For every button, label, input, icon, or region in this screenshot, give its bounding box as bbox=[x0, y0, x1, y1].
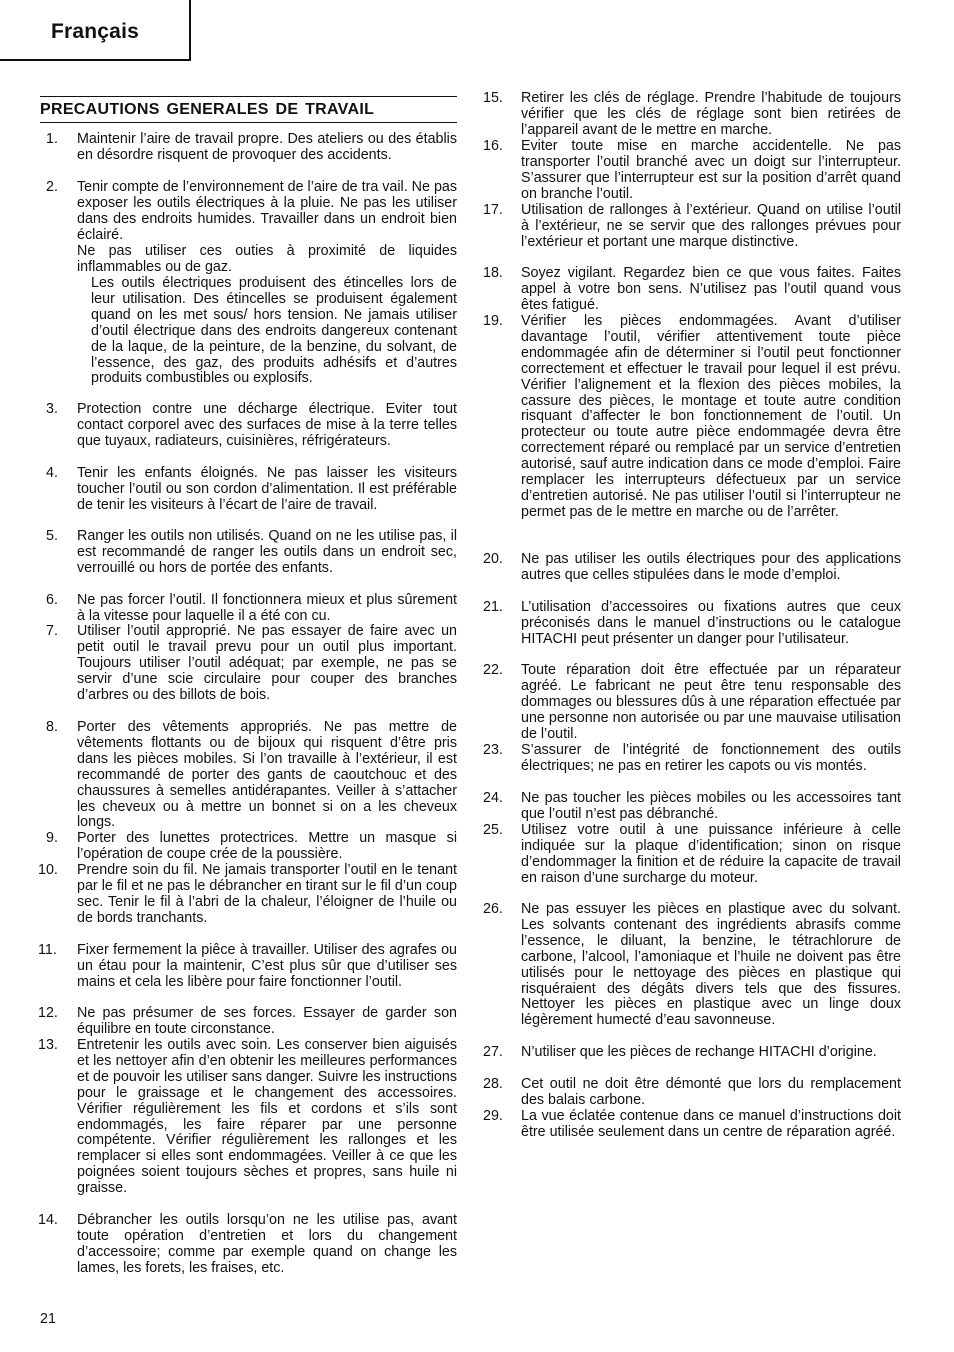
item-text: Maintenir l’aire de travail propre. Des ateliers ou des établis en désordre risquent de provoquer des accidents. bbox=[77, 131, 457, 163]
item-text: L’utilisation d’accessoires ou fixations autres que ceux préconisés dans le manuel d’instructions ou le catalogue HITACHI peut présenter un danger pour l’utilisateur. bbox=[521, 599, 901, 647]
page-number: 21 bbox=[40, 1311, 56, 1327]
item-text: Utilisez votre outil à une puissance inférieure à celle indiquée sur la plaque d’identification; sinon on risque d’endommager la finition et de réduire la capacite de travail en raison d’une surcharge du moteur. bbox=[521, 822, 901, 886]
item-text: S’assurer de l’intégrité de fonctionnement des outils électriques; ne pas en retirer les capots ou vis montés. bbox=[521, 742, 901, 774]
item-text: Retirer les clés de réglage. Prendre l’habitude de toujours vérifier que les clés de réglage sont bien retirées de l’appareil avant de le mettre en marche. bbox=[521, 90, 901, 138]
item-number: 10. bbox=[38, 862, 58, 878]
item-text: Ne pas présumer de ses forces. Essayer de garder son équilibre en toute circonstance. bbox=[77, 1005, 457, 1037]
item-text: Porter des vêtements appropriés. Ne pas mettre de vêtements flottants ou de bijoux qui risquent d’être pris dans les pièces mobiles. Si l’on travaille à l’extérieur, il est recommandé de porter des gants de caoutchouc et des chaussures à semelles antidérapantes. Veiller à s’attacher les cheveux ou à mettre un bonnet si on a les cheveux longs. bbox=[77, 719, 457, 831]
item-text: Ranger les outils non utilisés. Quand on ne les utilise pas, il est recommandé de ranger les outils dans un endroit sec, verrouillé ou hors de portée des enfants. bbox=[77, 528, 457, 576]
item-text: Ne pas utiliser ces outies à proximité de liquides inflammables ou de gaz. bbox=[77, 243, 457, 275]
item-number: 22. bbox=[483, 662, 503, 678]
item-text: Porter des lunettes protectrices. Mettre un masque si l’opération de coupe crée de la poussière. bbox=[77, 830, 457, 862]
item-number: 6. bbox=[46, 592, 58, 608]
item-text: Fixer fermement la piêce à travailler. Utiliser des agrafes ou un étau pour la maintenir, C’est plus sûr que d’utiliser ses mains et cela les libère pour faire fonctionner l’outil. bbox=[77, 942, 457, 990]
item-text: Protection contre une décharge électrique. Eviter tout contact corporel avec des surfaces de mise à la terre telles que tuyaux, radiateurs, cuisinières, réfrigérateurs. bbox=[77, 401, 457, 449]
item-text: Utilisation de rallonges à l’extérieur. Quand on utilise l’outil à l’extérieur, ne se servir que des rallonges prévues pour l’extérieur et portant une marque distinctive. bbox=[521, 202, 901, 250]
item-number: 2. bbox=[46, 179, 58, 195]
item-number: 18. bbox=[483, 265, 503, 281]
item-text: La vue éclatée contenue dans ce manuel d’instructions doit être utilisée seulement dans un centre de réparation agréé. bbox=[521, 1108, 901, 1140]
item-number: 15. bbox=[483, 90, 503, 106]
item-text: Tenir les enfants éloignés. Ne pas laisser les visiteurs toucher l’outil ou son cordon d’alimentation. Il est préférable de tenir les visiteurs à l’écart de l’aire de travail. bbox=[77, 465, 457, 513]
item-number: 12. bbox=[38, 1005, 58, 1021]
item-text: Ne pas toucher les pièces mobiles ou les accessoires tant que l’outil n’est pas débranché. bbox=[521, 790, 901, 822]
item-text: Soyez vigilant. Regardez bien ce que vous faites. Faites appel à votre bon sens. N’utilisez pas l’outil quand vous êtes fatigué. bbox=[521, 265, 901, 313]
item-text: Eviter toute mise en marche accidentelle. Ne pas transporter l’outil branché avec un doigt sur l’interrupteur. S’assurer que l’interrupteur est sur la position d’arrêt quand on branche l’outil. bbox=[521, 138, 901, 202]
item-number: 19. bbox=[483, 313, 503, 329]
item-number: 5. bbox=[46, 528, 58, 544]
item-text: Vérifier les pièces endommagées. Avant d’utiliser davantage l’outil, vérifier attentivement toute pièce endommagée afin de déterminer si l’outil peut fonctionner correctement et effectuer le travail pour lequel il est prévu. Vérifier l’alignement et la flexion des pièces mobiles, la cassure des pièces, le montage et toute autre condition risquant d’affecter le bon fonctionnement de l’outil. Un protecteur ou toute autre pièce endommagée devra être correctement réparé ou remplacé par un service d’entretien autorisé, sauf autre indication dans ce mode d’emploi. Faire remplacer les interrupteurs défectueux par un service d’entretien autorisé. Ne pas utiliser l’outil si l’interrupteur ne permet pas de le mettre en marche ou de l’arrêter. bbox=[521, 313, 901, 520]
item-number: 20. bbox=[483, 551, 503, 567]
item-text: Les outils électriques produisent des étincelles lors de leur utilisation. Des étincelles se produisent également quand on les met sous/ hors tension. Ne jamais utiliser d’outil électrique dans des endroits dangereux contenant de la laque, de la peinture, de la benzine, du solvant, de l’essence, des gaz, des produits adhésifs et d’autres produits combustibles ou explosifs. bbox=[91, 275, 457, 387]
item-text: Cet outil ne doit être démonté que lors du remplacement des balais carbone. bbox=[521, 1076, 901, 1108]
item-number: 21. bbox=[483, 599, 503, 615]
item-text: Débrancher les outils lorsqu’on ne les utilise pas, avant toute opération d’entretien et lors du changement d’accessoire; comme par exemple quand on change les lames, les forets, les fraises, etc. bbox=[77, 1212, 457, 1276]
item-number: 1. bbox=[46, 131, 58, 147]
item-number: 17. bbox=[483, 202, 503, 218]
item-number: 11. bbox=[38, 942, 57, 958]
item-number: 9. bbox=[46, 830, 58, 846]
item-number: 16. bbox=[483, 138, 503, 154]
item-number: 23. bbox=[483, 742, 503, 758]
item-number: 24. bbox=[483, 790, 503, 806]
item-text: Utiliser l’outil approprié. Ne pas essayer de faire avec un petit outil le travail prevu pour un outil plus important. Toujours utiliser l’outil adéquat; par exemple, ne pas se servir d’une scie circulaire pour couper des branches d’arbres ou des billots de bois. bbox=[77, 623, 457, 703]
item-text: Ne pas forcer l’outil. Il fonctionnera mieux et plus sûrement à la vitesse pour laquelle il a été con cu. bbox=[77, 592, 457, 624]
item-text: Toute réparation doit être effectuée par un réparateur agréé. Le fabricant ne peut être tenu responsable des dommages ou blessures dûs à une réparation effectuée par une personne non autorisée ou par une mauvaise utilisation de l’outil. bbox=[521, 662, 901, 742]
item-text: Ne pas essuyer les pièces en plastique avec du solvant. Les solvants contenant des ingrédients abrasifs comme l’essence, le diluant, la benzine, le tétrachlorure de carbone, l’alcool, l’amoniaque et l’huile ne doivent pas être utilisés pour le nettoyage des pièces en plastique qui risquéraient des dégâts divers tels que des fissures. Nettoyer les pièces en plastique avec un linge doux légèrement humecté d’eau savonneuse. bbox=[521, 901, 901, 1029]
item-text: Entretenir les outils avec soin. Les conserver bien aiguisés et les nettoyer afin d’en obtenir les meilleures performances et de pouvoir les utiliser sans danger. Suivre les instructions pour le graissage et le changement des accessoires. Vérifier régulièrement les fils et cordons et s’ils sont endommagés, les faire réparer par une personne compétente. Vérifier régulièrement les rallonges et les remplacer si elles sont endommagées. Veiller à ce que les poignées soient toujours sèches et propres, sans huile ni graisse. bbox=[77, 1037, 457, 1197]
item-number: 26. bbox=[483, 901, 503, 917]
item-number: 4. bbox=[46, 465, 58, 481]
item-number: 7. bbox=[46, 623, 58, 639]
item-number: 8. bbox=[46, 719, 58, 735]
item-number: 13. bbox=[38, 1037, 58, 1053]
item-number: 27. bbox=[483, 1044, 503, 1060]
item-number: 29. bbox=[483, 1108, 503, 1124]
section-title bbox=[40, 96, 457, 123]
language-label: Français bbox=[51, 20, 139, 43]
item-text: Prendre soin du fil. Ne jamais transporter l’outil en le tenant par le fil et ne pas le débrancher en tirant sur le fil d’un coup sec. Tenir le fil à l’abri de la chaleur, l’éloigner de l’huile ou de bords tranchants. bbox=[77, 862, 457, 926]
language-tab bbox=[0, 0, 191, 61]
item-text: Tenir compte de l’environnement de l’aire de tra vail. Ne pas exposer les outils électriques à la pluie. Ne pas les utiliser dans des endroits humides. Travailler dans un endroit bien éclairé. bbox=[77, 179, 457, 243]
item-number: 14. bbox=[38, 1212, 58, 1228]
item-number: 3. bbox=[46, 401, 58, 417]
item-number: 28. bbox=[483, 1076, 503, 1092]
item-text: Ne pas utiliser les outils électriques pour des applications autres que celles stipulées dans le mode d’emploi. bbox=[521, 551, 901, 583]
item-number: 25. bbox=[483, 822, 503, 838]
item-text: N’utiliser que les pièces de rechange HITACHI d’origine. bbox=[521, 1044, 877, 1060]
section-title-text: PRECAUTIONS GENERALES DE TRAVAIL bbox=[40, 101, 375, 118]
